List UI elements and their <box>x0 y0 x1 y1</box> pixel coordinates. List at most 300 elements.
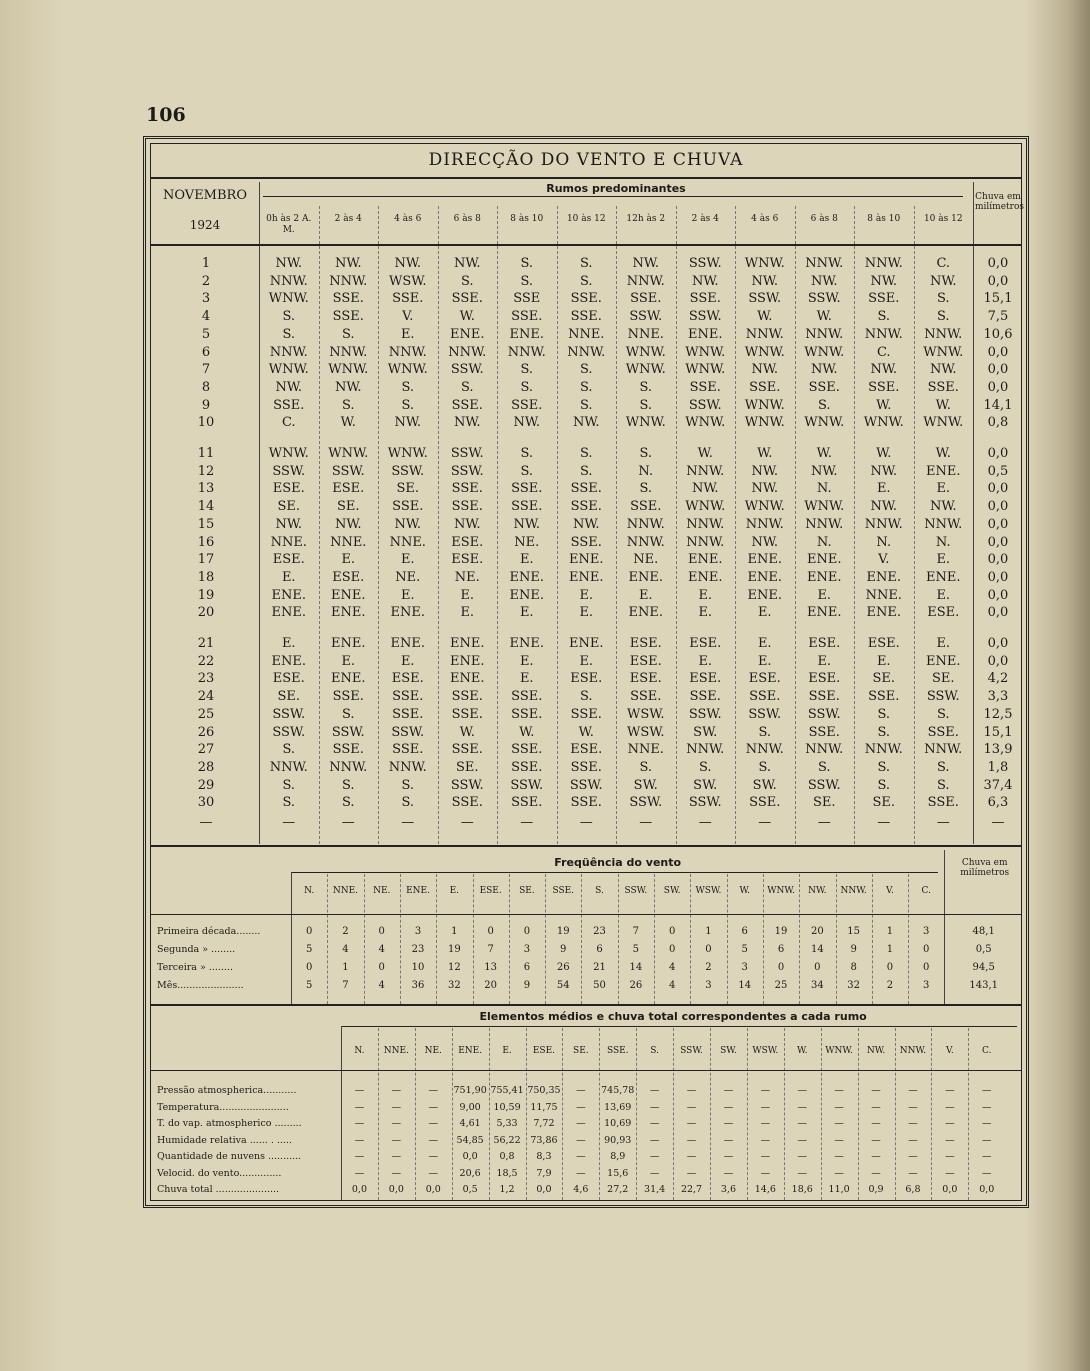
elements-cell: — <box>576 1101 586 1113</box>
wind-direction-cell: ESE. <box>332 481 365 497</box>
elements-cell: — <box>834 1085 844 1096</box>
wind-direction-cell: WNW. <box>685 362 726 378</box>
wind-direction-cell: SSE. <box>749 795 781 811</box>
elements-cell: — <box>871 1101 881 1113</box>
wind-direction-cell: NE. <box>514 534 540 550</box>
wind-direction-cell: ESE. <box>867 636 900 651</box>
wind-direction-cell: SSW. <box>569 777 603 793</box>
wind-direction-cell: NNE. <box>270 534 307 550</box>
freq-cell: 6 <box>741 926 748 937</box>
wind-direction-cell: SSE. <box>570 499 602 515</box>
freq-cell: 14 <box>810 944 824 955</box>
elements-cell: — <box>908 1101 918 1113</box>
wind-direction-cell: SSE. <box>570 759 602 775</box>
elements-column-header: N. <box>354 1046 365 1056</box>
wind-direction-cell: W. <box>459 724 475 740</box>
elements-cell: — <box>834 1101 844 1113</box>
day-number: 12 <box>197 463 215 479</box>
wind-direction-cell: SSW. <box>450 446 484 461</box>
wind-direction-cell: S. <box>282 777 296 793</box>
day-number: 6 <box>201 344 211 360</box>
wind-direction-cell: SSE. <box>451 689 483 705</box>
wind-direction-cell: NW. <box>870 499 898 515</box>
wind-direction-cell: WNW. <box>744 256 785 271</box>
wind-direction-cell: S. <box>817 397 831 413</box>
wind-direction-cell: SSE. <box>570 291 602 307</box>
elements-cell: — <box>576 1118 586 1129</box>
elements-cell: — <box>391 1134 402 1146</box>
elements-cell: 10,69 <box>604 1118 632 1129</box>
freq-cell: 9 <box>560 944 567 955</box>
elements-cell: — <box>981 1118 992 1129</box>
wind-direction-cell: SE. <box>931 671 955 687</box>
time-column-header: 10 às 12 <box>566 214 606 224</box>
wind-direction-cell: ENE. <box>450 326 485 342</box>
wind-direction-cell: S. <box>579 463 593 479</box>
wind-direction-cell: SSE. <box>689 689 721 705</box>
wind-direction-cell: WNW. <box>804 415 845 431</box>
wind-direction-cell: NW. <box>334 379 362 395</box>
freq-cell: 1 <box>886 926 894 937</box>
wind-direction-cell: S. <box>758 759 772 775</box>
wind-direction-cell: N. <box>638 463 654 479</box>
wind-direction-cell: V. <box>878 552 890 568</box>
freq-cell: 3 <box>705 980 712 991</box>
freq-cell: 34 <box>810 980 824 991</box>
wind-direction-cell: NW. <box>691 273 719 289</box>
wind-direction-cell: SW. <box>633 777 658 793</box>
wind-direction-cell: NW. <box>810 362 838 378</box>
wind-direction-cell: NNE. <box>389 534 426 550</box>
rain-cell: 0,8 <box>987 415 1009 431</box>
wind-direction-cell: WNW. <box>625 362 666 378</box>
wind-direction-cell: ENE. <box>331 605 366 621</box>
wind-direction-cell: SE. <box>872 795 896 811</box>
wind-direction-cell: SE. <box>277 689 301 705</box>
wind-direction-cell: S. <box>579 689 593 705</box>
day-number: 5 <box>201 326 211 342</box>
freq-cell: 19 <box>556 926 570 937</box>
freq-row-label: Mês...................... <box>157 980 244 991</box>
wind-direction-cell: SE. <box>872 671 896 687</box>
rain-cell: 0,0 <box>987 273 1009 289</box>
freq-cell: 4 <box>378 944 385 955</box>
wind-direction-cell: NW. <box>870 273 898 289</box>
chuva-header: Chuva em milímetros <box>975 192 1024 212</box>
freq-column-header: N. <box>304 886 315 896</box>
wind-direction-cell: SSE. <box>451 499 483 515</box>
freq-cell: 26 <box>556 962 570 973</box>
time-column-header: 4 às 6 <box>751 214 779 224</box>
wind-direction-cell: — <box>282 815 296 830</box>
wind-direction-cell: SSE. <box>511 795 543 811</box>
wind-direction-cell: ENE. <box>509 326 544 342</box>
wind-direction-cell: E. <box>341 552 356 568</box>
elements-cell: — <box>760 1167 771 1179</box>
wind-direction-cell: SSE. <box>570 481 602 497</box>
rain-cell: 15,1 <box>983 291 1013 307</box>
day-number: 25 <box>197 706 215 722</box>
wind-direction-cell: SSW. <box>391 463 425 479</box>
elements-row-label: Quantidade de nuvens ........... <box>157 1151 302 1162</box>
wind-direction-cell: NW. <box>453 415 481 431</box>
freq-column-header: NE. <box>373 886 391 896</box>
wind-direction-cell: ENE. <box>926 653 961 669</box>
wind-direction-cell: ENE. <box>866 605 901 621</box>
elements-header: Elementos médios e chuva total correspondentes a cada rumo <box>479 1010 867 1023</box>
day-number: 23 <box>197 671 215 687</box>
wind-direction-cell: SSE. <box>808 379 840 395</box>
wind-direction-cell: SW. <box>693 724 718 740</box>
freq-cell: 1 <box>705 926 712 937</box>
day-number: 2 <box>201 273 211 289</box>
elements-cell: — <box>354 1118 365 1129</box>
wind-direction-cell: S. <box>341 777 355 793</box>
freq-cell: 7 <box>342 980 349 991</box>
wind-direction-cell: WSW. <box>627 706 665 722</box>
elements-cell: — <box>908 1151 918 1162</box>
rain-cell: 12,5 <box>983 706 1013 722</box>
freq-cell: 19 <box>774 926 788 937</box>
day-number: 28 <box>197 759 215 775</box>
elements-cell: — <box>686 1151 697 1162</box>
elements-cell: — <box>945 1085 955 1096</box>
wind-direction-cell: ESE. <box>570 742 603 758</box>
wind-direction-cell: WNW. <box>923 344 964 360</box>
wind-direction-cell: S. <box>579 397 593 413</box>
elements-column-header: NNE. <box>383 1046 409 1056</box>
wind-direction-cell: S. <box>758 724 772 740</box>
freq-cell: 0 <box>923 962 930 973</box>
wind-direction-cell: SSW. <box>450 362 484 378</box>
freq-column-header: W. <box>739 886 751 896</box>
wind-direction-cell: E. <box>460 587 475 603</box>
rain-cell: 0,0 <box>987 605 1009 621</box>
wind-direction-cell: SSE. <box>332 689 364 705</box>
wind-direction-cell: SSE. <box>808 689 840 705</box>
wind-direction-cell: E. <box>757 636 772 651</box>
wind-direction-cell: NNW. <box>745 326 784 342</box>
rain-cell: 0,0 <box>987 499 1009 515</box>
wind-direction-cell: WNW. <box>268 446 309 461</box>
wind-direction-cell: E. <box>936 481 951 497</box>
wind-direction-cell: S. <box>401 777 415 793</box>
day-number: 1 <box>201 256 211 271</box>
wind-direction-cell: — <box>460 815 474 830</box>
wind-direction-cell: E. <box>936 552 951 568</box>
rain-cell: 15,1 <box>983 724 1013 740</box>
wind-direction-cell: S. <box>520 463 534 479</box>
freq-row-label: Primeira década........ <box>157 926 261 937</box>
wind-direction-cell: ENE. <box>271 653 306 669</box>
wind-direction-cell: — <box>579 815 593 830</box>
rain-cell: 0,0 <box>987 587 1009 603</box>
wind-direction-cell: NW. <box>810 463 838 479</box>
elements-cell: — <box>797 1134 807 1146</box>
freq-cell: 54 <box>556 980 570 991</box>
elements-cell: — <box>834 1134 844 1146</box>
elements-cell: 745,78 <box>601 1085 635 1096</box>
wind-direction-cell: SSE. <box>630 291 662 307</box>
elements-cell: 18,6 <box>791 1184 813 1195</box>
elements-cell: — <box>871 1085 881 1096</box>
wind-direction-cell: NNW. <box>686 742 725 758</box>
elements-cell: — <box>649 1101 660 1113</box>
elements-header-rule <box>151 1070 1021 1071</box>
page-title: DIRECÇÃO DO VENTO E CHUVA <box>428 150 744 170</box>
elements-column-header: C. <box>982 1046 992 1056</box>
wind-direction-cell: SSE. <box>511 689 543 705</box>
wind-direction-cell: ENE. <box>450 653 485 669</box>
elements-cell: 56,22 <box>493 1134 521 1146</box>
freq-rain-cell: 143,1 <box>969 980 998 991</box>
wind-direction-cell: WNW. <box>744 344 785 360</box>
wind-direction-cell: NE. <box>454 569 480 585</box>
elements-cell: 6,8 <box>905 1184 921 1195</box>
wind-direction-cell: E. <box>936 587 951 603</box>
elements-cell: — <box>649 1085 660 1096</box>
wind-direction-cell: NNW. <box>805 516 844 532</box>
wind-direction-cell: WNW. <box>685 415 726 431</box>
wind-direction-cell: SSE. <box>927 379 959 395</box>
wind-direction-cell: NE. <box>633 552 659 568</box>
wind-direction-cell: SSE. <box>570 795 602 811</box>
wind-direction-cell: — <box>520 815 534 830</box>
elements-cell: — <box>649 1134 660 1146</box>
rain-cell: 0,0 <box>987 516 1009 532</box>
wind-direction-cell: SSW. <box>391 724 425 740</box>
frequency-header: Freqüência do vento <box>554 856 682 869</box>
wind-direction-cell: SSE. <box>273 397 305 413</box>
wind-direction-cell: NW. <box>632 256 660 271</box>
elements-column-header: NNW. <box>899 1046 927 1056</box>
rain-cell: 4,2 <box>987 671 1009 687</box>
wind-direction-cell: SSE. <box>808 724 840 740</box>
wind-direction-cell: SSE. <box>749 689 781 705</box>
wind-direction-cell: SSE. <box>630 689 662 705</box>
elements-cell: — <box>723 1151 734 1162</box>
wind-direction-cell: WNW. <box>268 362 309 378</box>
freq-column-header: ESE. <box>479 886 502 896</box>
wind-direction-cell: ENE. <box>331 636 366 651</box>
day-number: 30 <box>197 795 215 811</box>
wind-direction-cell: E. <box>757 605 772 621</box>
elements-cell: — <box>428 1101 438 1113</box>
wind-direction-cell: SSE. <box>511 309 543 325</box>
wind-direction-cell: SSE. <box>451 742 483 758</box>
wind-direction-cell: SSE. <box>511 481 543 497</box>
elements-cell: — <box>834 1167 844 1179</box>
freq-rain-cell: 48,1 <box>972 926 995 937</box>
elements-cell: — <box>723 1118 734 1129</box>
elements-cell: — <box>797 1118 807 1129</box>
wind-direction-cell: NNW. <box>805 326 844 342</box>
wind-direction-cell: W. <box>935 397 951 413</box>
wind-direction-cell: SSW. <box>450 463 484 479</box>
wind-direction-cell: NW. <box>275 379 303 395</box>
freq-bottom-rule <box>151 1004 1021 1006</box>
elements-cell: 0,9 <box>868 1184 884 1195</box>
wind-direction-cell: E. <box>698 605 713 621</box>
wind-direction-cell: SSE. <box>570 534 602 550</box>
wind-direction-cell: WNW. <box>268 291 309 307</box>
wind-direction-cell: SE. <box>396 481 420 497</box>
elements-cell: — <box>723 1134 734 1146</box>
elements-cell: — <box>686 1134 697 1146</box>
elements-cell: 11,0 <box>828 1184 850 1195</box>
freq-cell: 4 <box>668 962 676 973</box>
elements-cell: 0,5 <box>462 1184 478 1195</box>
day-number: 13 <box>197 481 215 497</box>
elements-cell: — <box>354 1167 365 1179</box>
elements-cell: — <box>981 1134 992 1146</box>
wind-direction-cell: ENE. <box>628 569 663 585</box>
wind-direction-cell: ENE. <box>509 636 544 651</box>
elements-cell: — <box>834 1118 844 1129</box>
day-number: 9 <box>201 397 211 413</box>
wind-direction-cell: W. <box>816 446 832 461</box>
wind-direction-cell: S. <box>936 777 950 793</box>
freq-cell: 1 <box>342 962 349 973</box>
freq-cell: 0 <box>668 926 676 937</box>
wind-direction-cell: S. <box>282 795 296 811</box>
elements-column-header: S. <box>650 1046 659 1056</box>
time-column-header: 4 às 6 <box>394 214 422 224</box>
elements-column-header: SSE. <box>606 1046 629 1056</box>
wind-direction-cell: S. <box>936 309 950 325</box>
elements-cell: — <box>354 1151 365 1162</box>
wind-direction-cell: NNW. <box>745 516 784 532</box>
wind-direction-cell: WNW. <box>625 415 666 431</box>
wind-direction-cell: W. <box>459 309 475 325</box>
wind-direction-cell: ENE. <box>569 569 604 585</box>
table-inner <box>150 143 1022 1201</box>
elements-cell: — <box>576 1167 586 1179</box>
wind-direction-cell: WNW. <box>744 499 785 515</box>
elements-cell: — <box>834 1151 844 1162</box>
elements-cell: — <box>723 1101 734 1113</box>
rain-cell: 0,0 <box>987 344 1009 360</box>
freq-row-label: Segunda » ........ <box>157 944 236 955</box>
wind-direction-cell: NW. <box>691 481 719 497</box>
wind-direction-cell: SSE. <box>451 481 483 497</box>
wind-direction-cell: ENE. <box>688 326 723 342</box>
wind-direction-cell: WNW. <box>744 397 785 413</box>
wind-direction-cell: ESE. <box>391 671 424 687</box>
elements-cell: — <box>908 1118 918 1129</box>
wind-direction-cell: SW. <box>693 777 718 793</box>
freq-cell: 5 <box>305 944 313 955</box>
elements-cell: — <box>871 1167 881 1179</box>
wind-direction-cell: NNW. <box>805 256 844 271</box>
wind-direction-cell: NW. <box>929 273 957 289</box>
wind-direction-cell: S. <box>936 291 950 307</box>
freq-cell: 0 <box>886 962 894 973</box>
wind-direction-cell: NW. <box>572 516 600 532</box>
rain-cell: 0,0 <box>987 379 1009 395</box>
wind-direction-cell: ENE. <box>807 569 842 585</box>
wind-direction-cell: NNW. <box>329 759 368 775</box>
wind-direction-cell: NNW. <box>924 326 963 342</box>
elements-cell: 7,72 <box>533 1118 555 1129</box>
elements-column-header: ENE. <box>458 1046 483 1056</box>
wind-direction-cell: NW. <box>394 415 422 431</box>
wind-direction-cell: NNW. <box>626 534 665 550</box>
elements-cell: — <box>981 1085 992 1096</box>
wind-direction-cell: SSE. <box>511 742 543 758</box>
wind-direction-cell: ESE. <box>748 671 781 687</box>
time-column-header: 6 às 8 <box>810 214 838 224</box>
wind-direction-cell: NNE. <box>330 534 367 550</box>
freq-cell: 21 <box>593 962 606 973</box>
wind-direction-cell: ENE. <box>926 463 961 479</box>
elements-column-header: WSW. <box>752 1046 779 1056</box>
wind-direction-cell: E. <box>460 605 475 621</box>
wind-direction-cell: NNW. <box>864 516 903 532</box>
rain-cell: 10,6 <box>983 326 1013 342</box>
freq-cell: 7 <box>487 944 494 955</box>
elements-cell: 14,6 <box>754 1184 776 1195</box>
wind-direction-cell: S. <box>401 379 415 395</box>
wind-direction-cell: W. <box>816 309 832 325</box>
wind-direction-cell: NNW. <box>864 742 903 758</box>
elements-cell: 0,0 <box>425 1184 441 1195</box>
elements-column-header: SW. <box>720 1046 737 1056</box>
wind-direction-cell: — <box>698 815 712 830</box>
wind-direction-cell: SSW. <box>272 463 306 479</box>
wind-direction-cell: SSW. <box>272 724 306 740</box>
wind-direction-cell: E. <box>519 605 534 621</box>
wind-direction-cell: SSE. <box>511 706 543 722</box>
wind-direction-cell: NW. <box>751 463 779 479</box>
elements-cell: — <box>391 1101 402 1113</box>
elements-cell: — <box>428 1151 438 1162</box>
wind-direction-cell: S. <box>341 706 355 722</box>
elements-cell: — <box>945 1134 955 1146</box>
time-column-header: 8 às 10 <box>867 214 901 224</box>
elements-cell: 11,75 <box>530 1101 558 1113</box>
wind-direction-cell: NW. <box>751 362 779 378</box>
elements-cell: — <box>871 1151 881 1162</box>
wind-direction-cell: E. <box>579 653 594 669</box>
wind-direction-cell: SSE. <box>332 309 364 325</box>
wind-direction-cell: SSW. <box>331 463 365 479</box>
wind-direction-cell: ENE. <box>569 636 604 651</box>
frequency-rule <box>291 872 938 873</box>
freq-rain-cell: 0,5 <box>975 944 992 955</box>
freq-cell: 7 <box>632 926 640 937</box>
wind-direction-cell: S. <box>877 759 891 775</box>
time-column-header: 8 às 10 <box>510 214 544 224</box>
elements-cell: — <box>686 1118 697 1129</box>
freq-cell: 10 <box>411 962 425 973</box>
wind-direction-cell: WNW. <box>804 499 845 515</box>
freq-cell: 0 <box>378 926 385 937</box>
freq-column-header: WNW. <box>767 886 795 896</box>
wind-direction-cell: E. <box>757 653 772 669</box>
wind-direction-cell: SW. <box>752 777 777 793</box>
elements-row-label: T. do vap. atmospherico ......... <box>157 1118 302 1129</box>
rumos-rule <box>263 196 963 197</box>
freq-cell: 15 <box>847 926 861 937</box>
wind-direction-cell: WSW. <box>627 724 665 740</box>
wind-direction-cell: NNW. <box>686 463 725 479</box>
elements-cell: — <box>908 1134 918 1146</box>
wind-direction-cell: NW. <box>513 516 541 532</box>
wind-direction-cell: SSE. <box>392 742 424 758</box>
wind-direction-cell: ESE. <box>570 671 603 687</box>
freq-cell: 2 <box>886 980 894 991</box>
